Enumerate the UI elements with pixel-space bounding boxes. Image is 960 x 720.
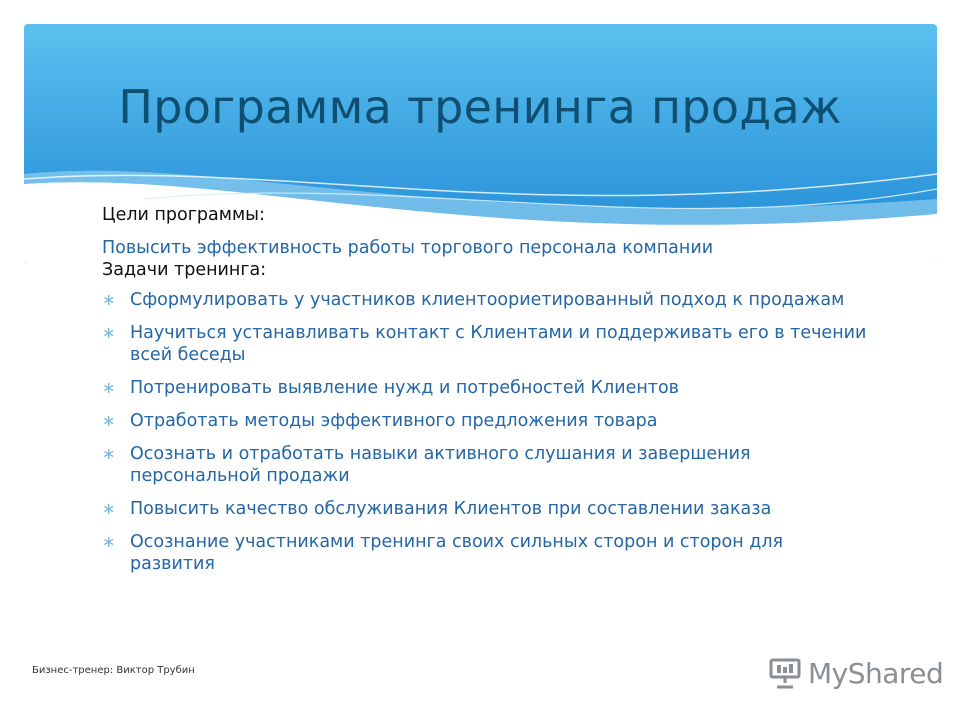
list-item [102, 498, 872, 520]
list-item [102, 410, 872, 432]
goals-heading: Цели программы: [102, 205, 265, 225]
list-item [102, 377, 872, 399]
task-text: Сформулировать у участников клиентоориетированный подход к продажам [130, 290, 845, 310]
list-item [102, 443, 872, 487]
asterisk-bullet-icon: ∗ [102, 532, 116, 551]
asterisk-bullet-icon: ∗ [102, 323, 116, 342]
list-item [102, 322, 872, 366]
task-text: Повысить качество обслуживания Клиентов при составлении заказа [130, 499, 772, 519]
list-item [102, 531, 872, 575]
task-text: Отработать методы эффективного предложения товара [130, 411, 658, 431]
asterisk-bullet-icon: ∗ [102, 378, 116, 397]
asterisk-bullet-icon: ∗ [102, 444, 116, 463]
list-item [102, 289, 872, 311]
slide-title: Программа тренинга продаж [118, 80, 842, 134]
asterisk-bullet-icon: ∗ [102, 411, 116, 430]
tasks-heading: Задачи тренинга: [102, 260, 267, 280]
task-text: Осознание участниками тренинга своих сильных сторон и сторон для развития [130, 532, 784, 574]
goal-text: Повысить эффективность работы торгового персонала компании [102, 238, 714, 258]
task-text: Осознать и отработать навыки активного слушания и завершения персональной продажи [130, 444, 751, 486]
logo-text: MyShared [808, 656, 944, 690]
task-text: Научиться устанавливать контакт с Клиентами и поддерживать его в течении всей беседы [130, 323, 867, 365]
myshared-logo[interactable] [768, 656, 943, 690]
asterisk-bullet-icon: ∗ [102, 290, 116, 309]
presentation-board-icon [768, 657, 802, 689]
task-text: Потренировать выявление нужд и потребностей Клиентов [130, 378, 679, 398]
footer-trainer: Бизнес-тренер: Виктор Трубин [32, 665, 195, 676]
slide-content [102, 204, 872, 586]
asterisk-bullet-icon: ∗ [102, 499, 116, 518]
tasks-list [102, 289, 872, 575]
